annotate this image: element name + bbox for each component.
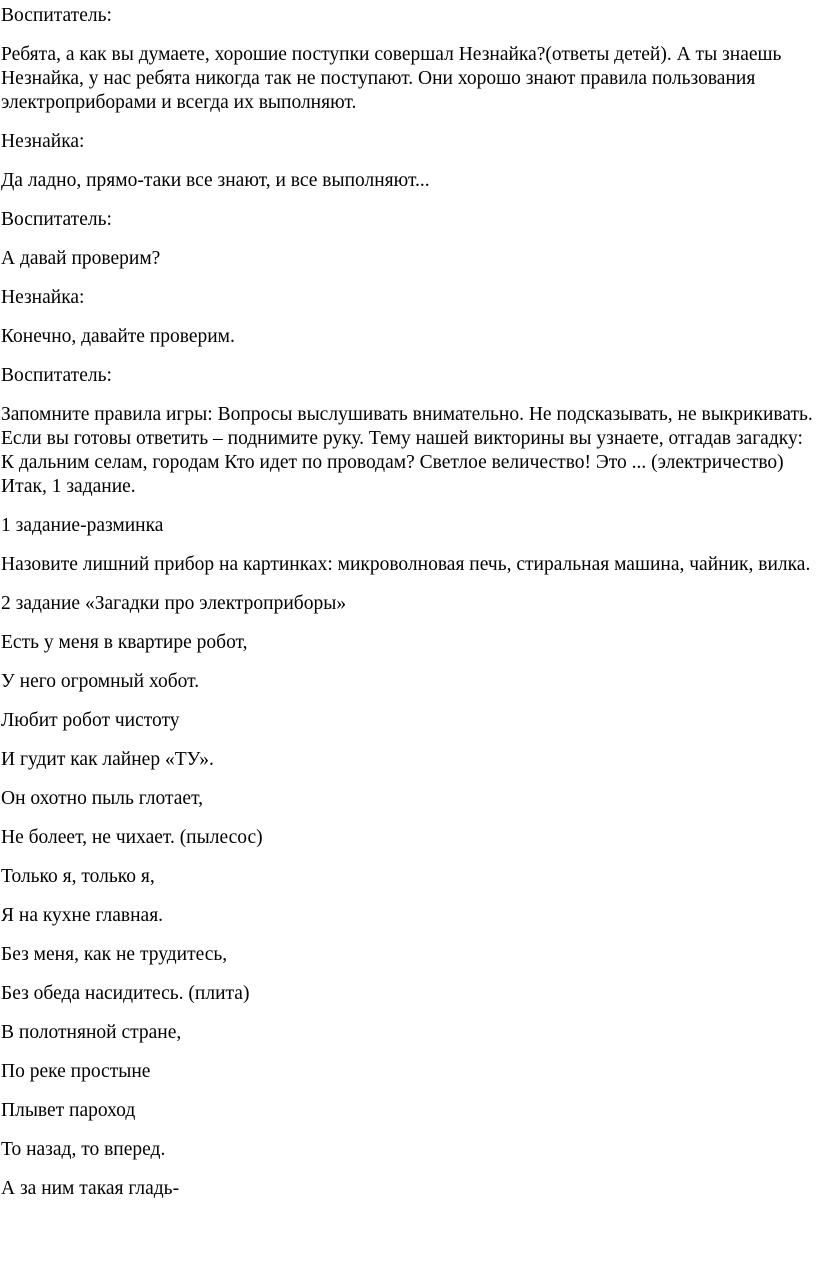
riddle-line: Плывет пароход	[1, 1100, 136, 1121]
riddle-line: Я на кухне главная.	[1, 905, 164, 926]
riddle-line: Без меня, как не трудитесь,	[1, 944, 228, 965]
riddle-line: По реке простыне	[1, 1061, 151, 1082]
speaker-label-neznayka: Незнайка:	[1, 287, 85, 308]
educator-line: А давай проверим?	[1, 248, 161, 269]
neznayka-line: Да ладно, прямо-таки все знают, и все выполняют...	[1, 170, 430, 191]
speaker-label-educator: Воспитатель:	[1, 5, 112, 26]
riddle-line: Любит робот чистоту	[1, 710, 180, 731]
task-heading: 2 задание «Загадки про электроприборы»	[1, 593, 347, 614]
riddle-line: И гудит как лайнер «ТУ».	[1, 749, 214, 770]
game-rules-paragraph: Запомните правила игры: Вопросы выслушивать внимательно. Не подсказывать, не выкрикивать. Если вы готовы ответить – поднимите руку. Тему нашей викторины вы узнаете, отгадав загадку: К дальним селам, городам Кто идет по проводам? Светлое величество! Это ... (электричество) Итак, 1 задание.	[1, 404, 813, 497]
educator-line: Ребята, а как вы думаете, хорошие поступки совершал Незнайка?(ответы детей). А ты знаешь Незнайка, у нас ребята никогда так не поступают. Они хорошо знают правила пользования электроприборами и всегда их выполняют.	[1, 44, 782, 113]
riddle-line: А за ним такая гладь-	[1, 1178, 180, 1199]
task-text: Назовите лишний прибор на картинках: микроволновая печь, стиральная машина, чайник, вилка.	[1, 554, 811, 575]
neznayka-line: Конечно, давайте проверим.	[1, 326, 235, 347]
speaker-label-educator: Воспитатель:	[1, 365, 112, 386]
speaker-label-neznayka: Незнайка:	[1, 131, 85, 152]
task-heading: 1 задание-разминка	[1, 515, 164, 536]
riddle-line: Есть у меня в квартире робот,	[1, 632, 248, 653]
riddle-line: Без обеда насидитесь. (плита)	[1, 983, 250, 1004]
document-page	[1, 4, 813, 1216]
riddle-line: Не болеет, не чихает. (пылесос)	[1, 827, 263, 848]
speaker-label-educator: Воспитатель:	[1, 209, 112, 230]
riddle-line: Только я, только я,	[1, 866, 155, 887]
riddle-line: Он охотно пыль глотает,	[1, 788, 204, 809]
riddle-line: То назад, то вперед.	[1, 1139, 166, 1160]
riddle-line: У него огромный хобот.	[1, 671, 200, 692]
riddle-line: В полотняной стране,	[1, 1022, 182, 1043]
